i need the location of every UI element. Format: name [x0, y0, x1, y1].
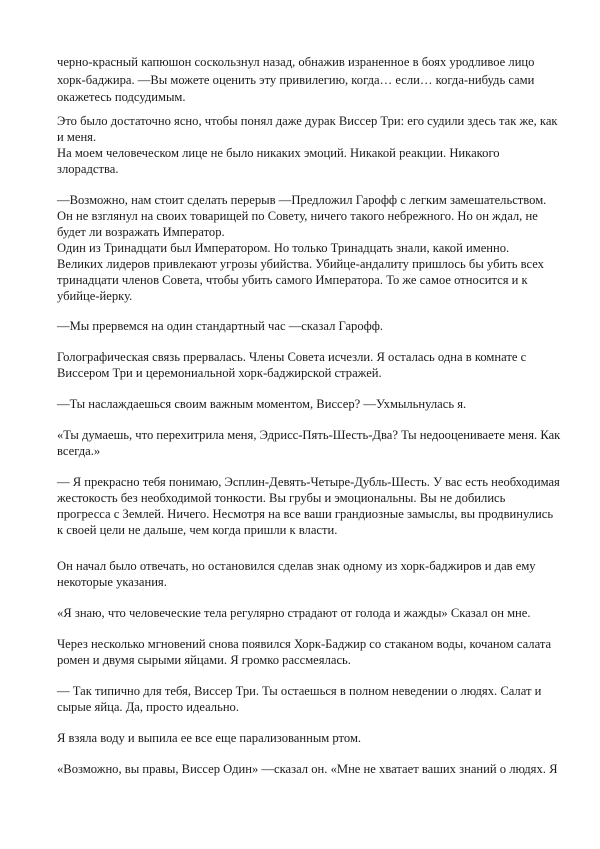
text-line: На моем человеческом лице не было никаких эмоций. Никакой реакции. Никакого — [57, 146, 500, 160]
text-line: —Мы прервемся на один стандартный час —сказал Гарофф. — [57, 319, 384, 333]
text-line: Через несколько мгновений снова появился Хорк-Баджир со стаканом воды, кочаном салата — [57, 637, 552, 651]
text-line: Он начал было отвечать, но остановился сделав знак одному из хорк-баджиров и дав ему — [57, 559, 536, 573]
text-line: Это было достаточно ясно, чтобы понял даже дурак Виссер Три: его судили здесь так же, как — [57, 114, 558, 128]
text-line: жестокость без необходимой тонкости. Вы грубы и эмоциональны. Вы не добились — [57, 491, 506, 505]
text-line: убийце-йерку. — [57, 289, 133, 303]
text-line: к своей цели не дальше, чем когда пришли к власти. — [57, 523, 338, 537]
text-line: Я взяла воду и выпила ее все еще парализованным ртом. — [57, 731, 362, 745]
text-line: Один из Тринадцати был Императором. Но только Тринадцать знали, какой именно. — [57, 241, 510, 255]
text-line: «Ты думаешь, что перехитрила меня, Эдрисс-Пять-Шесть-Два? Ты недооцениваете меня. Как — [57, 428, 561, 442]
text-line: ромен и двумя сырыми яйцами. Я громко рассмеялась. — [57, 653, 351, 667]
text-line: Великих лидеров привлекают угрозы убийства. Убийце-андалиту пришлось бы убить всех — [57, 257, 544, 271]
text-line: Он не взглянул на своих товарищей по Совету, ничего такого небрежного. Но он ждал, не — [57, 209, 538, 223]
text-line: прогресса с Землей. Ничего. Несмотря на все ваши грандиозные замыслы, вы продвинулись — [57, 507, 554, 521]
text-line: и меня. — [57, 130, 97, 144]
text-line: всегда.» — [57, 444, 101, 458]
text-line: тринадцати членов Совета, чтобы убить самого Императора. То же самое относится и к — [57, 273, 528, 287]
text-line: окажетесь подсудимым. — [57, 90, 186, 104]
text-line: черно-красный капюшон соскользнул назад, обнажив израненное в боях уродливое лицо — [57, 55, 535, 69]
text-line: сырые яйца. Да, просто идеально. — [57, 700, 240, 714]
text-line: —Ты наслаждаешься своим важным моментом, Виссер? —Ухмыльнулась я. — [57, 397, 467, 411]
text-line: —Возможно, нам стоит сделать перерыв —Предложил Гарофф с легким замешательством. — [57, 193, 547, 207]
text-line: злорадства. — [57, 162, 119, 176]
text-line: Виссером Три и церемониальной хорк-баджирской стражей. — [57, 366, 382, 380]
text-line: «Я знаю, что человеческие тела регулярно страдают от голода и жажды» Сказал он мне. — [57, 606, 531, 620]
text-line: — Так типично для тебя, Виссер Три. Ты остаешься в полном неведении о людях. Салат и — [57, 684, 542, 698]
text-line: будет ли возражать Император. — [57, 225, 225, 239]
text-line: некоторые указания. — [57, 575, 167, 589]
text-line: Голографическая связь прервалась. Члены Совета исчезли. Я осталась одна в комнате с — [57, 350, 527, 364]
text-line: «Возможно, вы правы, Виссер Один» —сказал он. «Мне не хватает ваших знаний о людях. Я — [57, 762, 558, 776]
text-line: хорк-баджира. —Вы можете оценить эту привилегию, когда… если… когда-нибудь сами — [57, 73, 535, 87]
text-line: — Я прекрасно тебя понимаю, Эсплин-Девять-Четыре-Дубль-Шесть. У вас есть необходимая — [57, 475, 560, 489]
